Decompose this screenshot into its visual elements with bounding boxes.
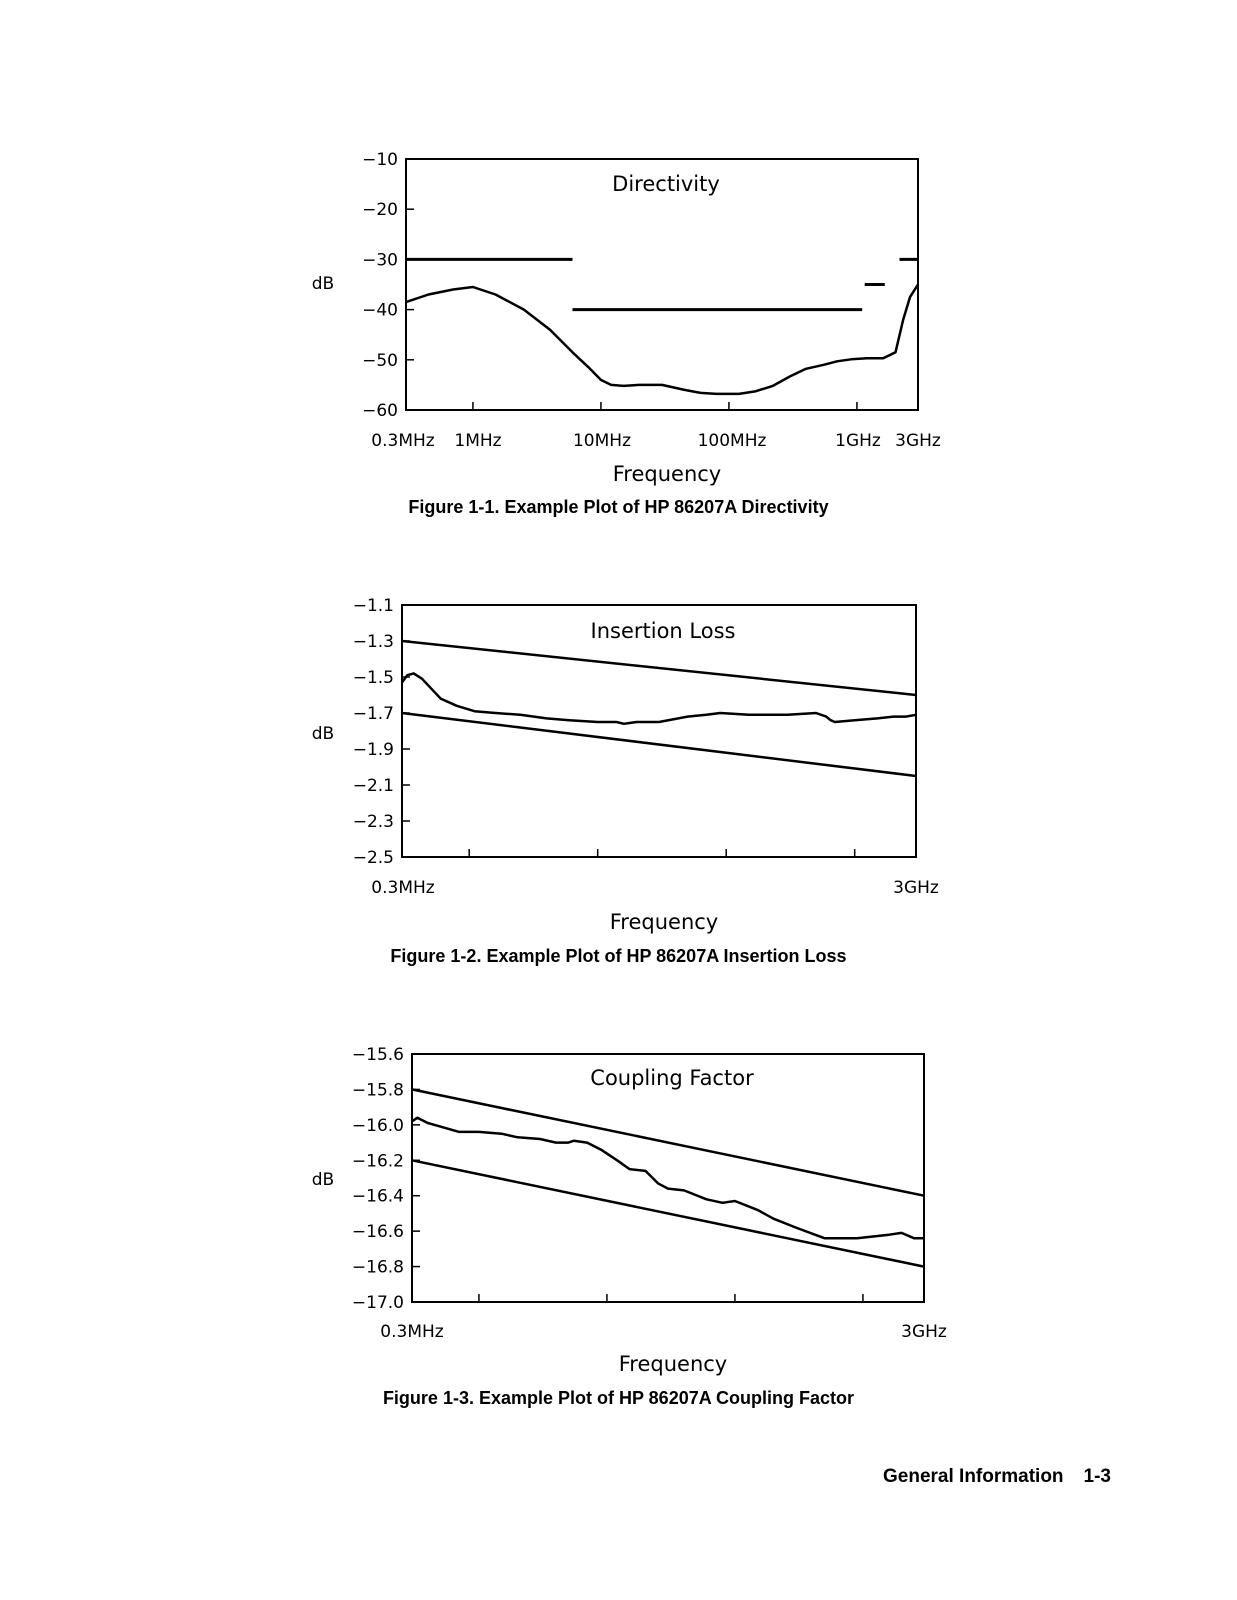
y-tick-label: −16.0	[351, 1115, 404, 1136]
x-axis-label: Frequency	[612, 462, 722, 486]
x-tick-label: 3GHz	[895, 431, 941, 451]
y-axis-label: dB	[311, 274, 335, 294]
y-tick-label: −1.5	[352, 668, 394, 688]
y-axis-label: dB	[311, 1170, 335, 1190]
figure-caption-2: Figure 1-2. Example Plot of HP 86207A Insertion Loss	[390, 946, 847, 966]
x-axis-label: Frequency	[609, 910, 719, 934]
y-tick-label: −1.1	[352, 596, 394, 616]
y-tick-label: −2.1	[352, 776, 394, 796]
y-tick-label: −16.6	[351, 1222, 404, 1243]
chart-title: Coupling Factor	[590, 1066, 754, 1090]
y-tick-label: −2.5	[352, 848, 394, 868]
figure-caption-1: Figure 1-1. Example Plot of HP 86207A Directivity	[408, 497, 829, 517]
y-tick-label: −16.2	[351, 1151, 404, 1172]
y-tick-label: −50	[362, 350, 398, 371]
chart-directivity	[0, 130, 1237, 490]
x-tick-label: 0.3MHz	[371, 431, 435, 451]
x-tick-label: 0.3MHz	[380, 1322, 444, 1342]
chart-title: Directivity	[612, 172, 720, 196]
chart-coupling-factor	[0, 1030, 1237, 1385]
limit-line	[412, 1089, 924, 1195]
measured-trace	[406, 285, 918, 394]
x-axis-label: Frequency	[618, 1352, 728, 1376]
y-axis-label: dB	[311, 724, 335, 744]
y-tick-label: −2.3	[352, 812, 394, 832]
measured-trace	[402, 673, 916, 723]
measured-trace	[412, 1118, 924, 1238]
x-tick-label: 1GHz	[835, 431, 881, 451]
chart-title: Insertion Loss	[590, 619, 736, 643]
x-tick-label: 10MHz	[572, 431, 632, 451]
y-tick-label: −30	[362, 250, 398, 271]
y-tick-label: −16.4	[351, 1186, 404, 1207]
x-tick-label: 0.3MHz	[371, 878, 435, 898]
y-tick-label: −20	[362, 200, 398, 221]
y-tick-label: −40	[362, 300, 398, 321]
y-tick-label: −1.3	[352, 632, 394, 652]
x-tick-label: 1MHz	[454, 431, 502, 451]
y-tick-label: −15.6	[351, 1045, 404, 1065]
page-footer	[883, 1466, 1111, 1488]
plot-frame	[406, 159, 918, 410]
limit-line	[402, 641, 916, 695]
y-tick-label: −1.7	[352, 704, 394, 724]
y-tick-label: −60	[362, 401, 398, 421]
y-tick-label: −15.8	[351, 1080, 404, 1101]
y-tick-label: −17.0	[351, 1293, 404, 1313]
page-number: 1-3	[1083, 1466, 1111, 1487]
y-tick-label: −16.8	[351, 1257, 404, 1278]
x-tick-label: 3GHz	[893, 878, 939, 898]
chart-insertion-loss	[0, 580, 1237, 940]
plot-frame	[412, 1054, 924, 1302]
x-tick-label: 3GHz	[901, 1322, 947, 1342]
x-tick-label: 100MHz	[697, 431, 767, 451]
limit-line	[412, 1160, 924, 1266]
y-tick-label: −10	[362, 150, 398, 170]
figure-caption-3: Figure 1-3. Example Plot of HP 86207A Coupling Factor	[382, 1388, 855, 1408]
footer-section-title: General Information	[883, 1466, 1064, 1487]
y-tick-label: −1.9	[352, 740, 394, 760]
